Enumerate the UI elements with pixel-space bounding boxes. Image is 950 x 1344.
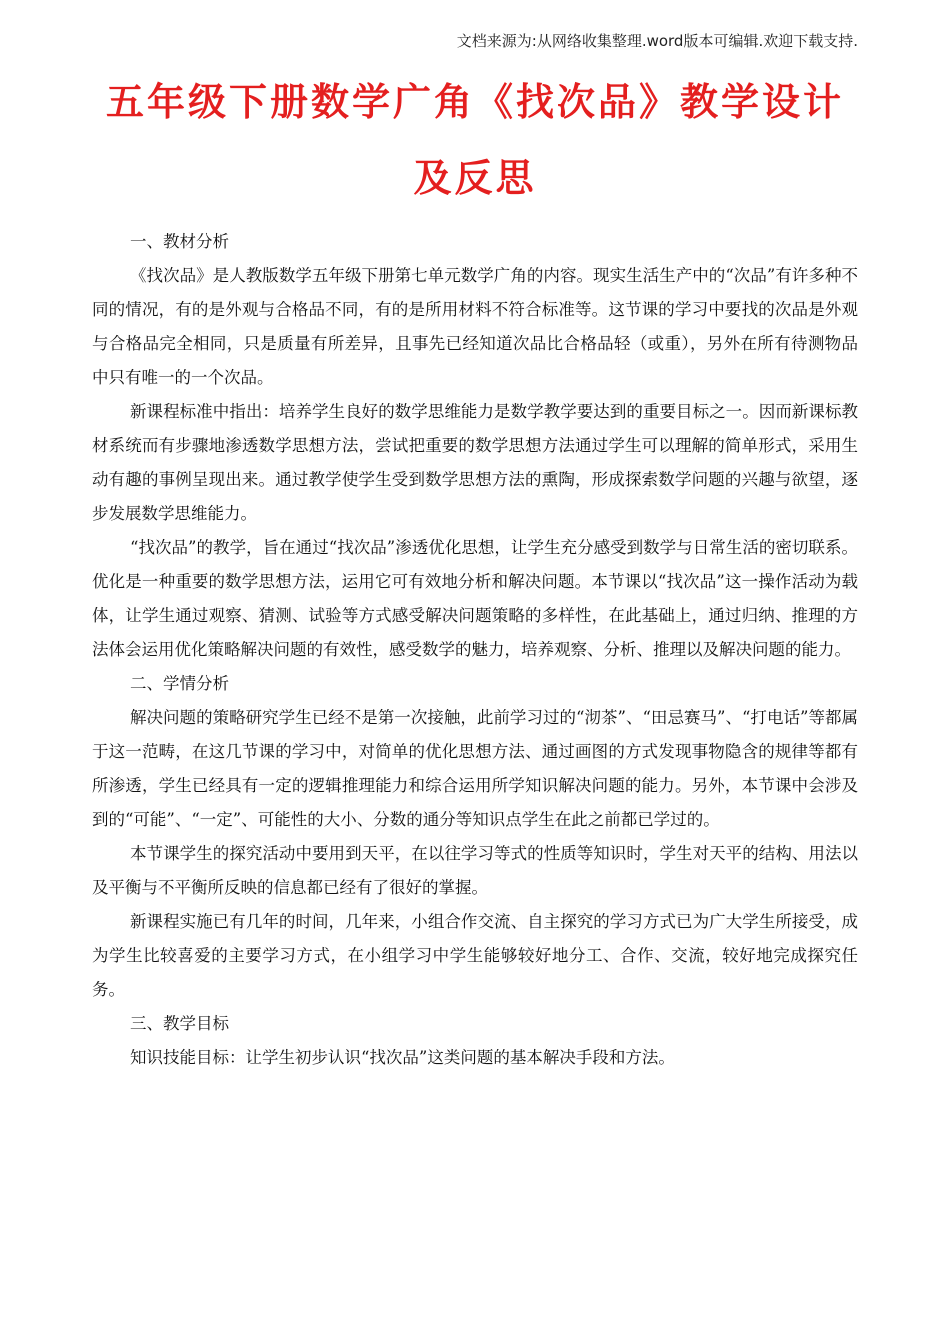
paragraph: 新课程实施已有几年的时间，几年来，小组合作交流、自主探究的学习方式已为广大学生所接受，成为学生比较喜爱的主要学习方式，在小组学习中学生能够较好地分工、合作、交流，较好地完成探究任务。 xyxy=(92,912,858,999)
document-title: 五年级下册数学广角《找次品》教学设计及反思 xyxy=(105,80,844,200)
paragraph: 《找次品》是人教版数学五年级下册第七单元数学广角的内容。现实生活生产中的“次品”有许多种不同的情况，有的是外观与合格品不同，有的是所用材料不符合标准等。这节课的学习中要找的次品是外观与合格品完全相同，只是质量有所差异，且事先已经知道次品比合格品轻（或重），另外在所有待测物品中只有唯一的一个次品。 xyxy=(92,266,858,387)
header-note: 文档来源为:从网络收集整理.word版本可编辑.欢迎下载支持. xyxy=(456,32,858,50)
paragraph: 本节课学生的探究活动中要用到天平，在以往学习等式的性质等知识时，学生对天平的结构、用法以及平衡与不平衡所反映的信息都已经有了很好的掌握。 xyxy=(92,844,858,897)
document-body xyxy=(92,225,858,1075)
paragraph: 新课程标准中指出：培养学生良好的数学思维能力是数学教学要达到的重要目标之一。因而新课标教材系统而有步骤地渗透数学思想方法，尝试把重要的数学思想方法通过学生可以理解的简单形式，采用生动有趣的事例呈现出来。通过教学使学生受到数学思想方法的熏陶，形成探索数学问题的兴趣与欲望，逐步发展数学思维能力。 xyxy=(92,402,858,523)
section-heading: 二、学情分析 xyxy=(130,674,229,693)
section-heading: 三、教学目标 xyxy=(130,1014,229,1033)
section-heading: 一、教材分析 xyxy=(130,232,229,251)
paragraph: 知识技能目标：让学生初步认识“找次品”这类问题的基本解决手段和方法。 xyxy=(130,1048,675,1067)
paragraph: 解决问题的策略研究学生已经不是第一次接触，此前学习过的“沏茶”、“田忌赛马”、“打电话”等都属于这一范畴，在这几节课的学习中，对简单的优化思想方法、通过画图的方式发现事物隐含的规律等都有所渗透，学生已经具有一定的逻辑推理能力和综合运用所学知识解决问题的能力。另外，本节课中会涉及到的“可能”、“一定”、可能性的大小、分数的通分等知识点学生在此之前都已学过的。 xyxy=(92,708,858,829)
paragraph: “找次品”的教学，旨在通过“找次品”渗透优化思想，让学生充分感受到数学与日常生活的密切联系。优化是一种重要的数学思想方法，运用它可有效地分析和解决问题。本节课以“找次品”这一操作活动为载体，让学生通过观察、猜测、试验等方式感受解决问题策略的多样性，在此基础上，通过归纳、推理的方法体会运用优化策略解决问题的有效性，感受数学的魅力，培养观察、分析、推理以及解决问题的能力。 xyxy=(92,538,858,659)
